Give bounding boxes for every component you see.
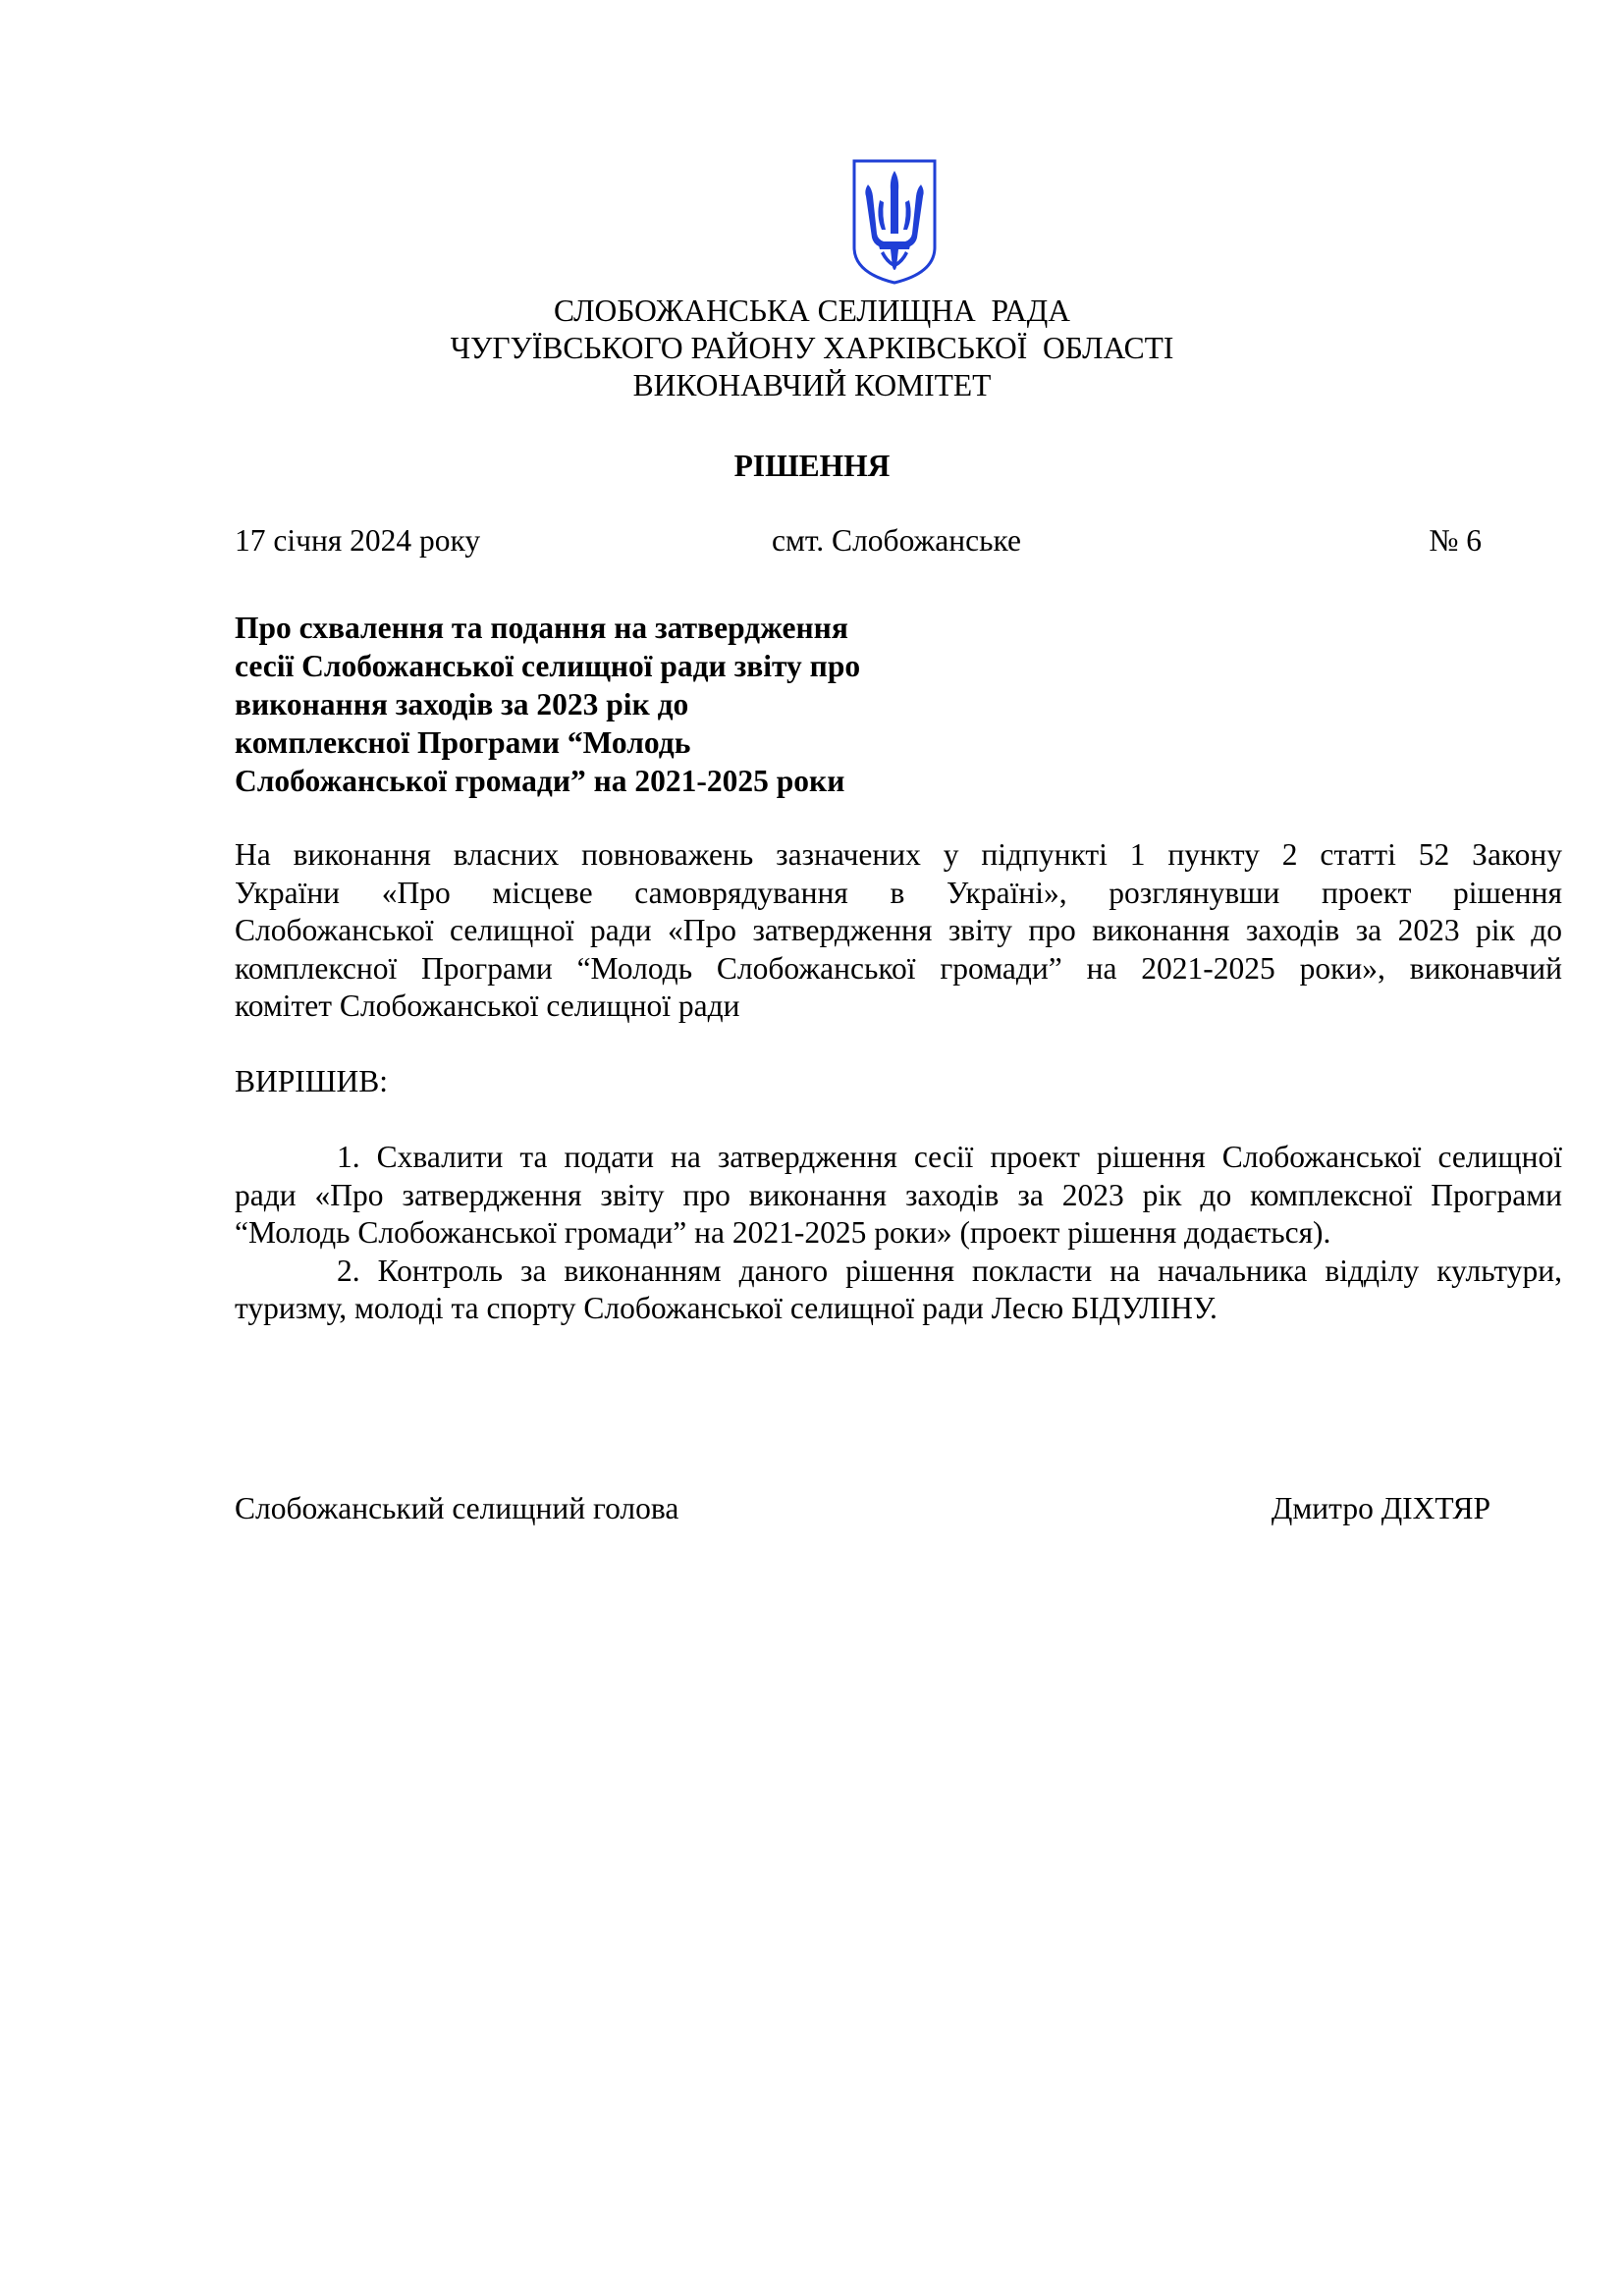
document-title: РІШЕННЯ — [733, 449, 891, 483]
preamble-line: Слобожанської селищної ради «Про затвердження звіту про виконання заходів за 2023 рік до — [235, 913, 1562, 947]
preamble-paragraph — [235, 836, 1562, 1026]
document-header — [0, 293, 1624, 404]
district-name: ЧУГУЇВСЬКОГО РАЙОНУ ХАРКІВСЬКОЇ ОБЛАСТІ — [450, 331, 1174, 365]
decision-number: № 6 — [1429, 523, 1482, 558]
subject-line: Слобожанської громади” на 2021-2025 роки — [235, 764, 845, 798]
committee-name: ВИКОНАВЧИЙ КОМІТЕТ — [632, 368, 992, 402]
point-1-line: ради «Про затвердження звіту про виконання заходів за 2023 рік до комплексної Програми — [235, 1177, 1562, 1212]
point-1-line: 1. Схвалити та подати на затвердження сесії проект рішення Слобожанської селищної — [337, 1140, 1562, 1174]
trident-coat-of-arms-icon — [850, 157, 939, 287]
subject-line: Про схвалення та подання на затвердження — [235, 611, 848, 645]
signatory-name: Дмитро ДІХТЯР — [1271, 1491, 1490, 1525]
point-2-line: 2. Контроль за виконанням даного рішення покласти на начальника відділу культури, — [337, 1253, 1562, 1288]
preamble-line: України «Про місцеве самоврядування в Україні», розглянувши проект рішення — [235, 875, 1562, 910]
preamble-line: На виконання власних повноважень зазначених у підпункті 1 пункту 2 статті 52 Закону — [235, 837, 1562, 872]
point-2-line: туризму, молоді та спорту Слобожанської селищної ради Лесю БІДУЛІНУ. — [235, 1291, 1218, 1325]
point-1-line: “Молодь Слобожанської громади” на 2021-2025 роки» (проект рішення додається). — [235, 1215, 1331, 1250]
resolved-label: ВИРІШИВ: — [235, 1064, 389, 1098]
preamble-line: комплексної Програми “Молодь Слобожанської громади” на 2021-2025 роки», виконавчий — [235, 950, 1562, 986]
decision-points — [235, 1139, 1562, 1328]
subject-line: комплексної Програми “Молодь — [235, 725, 691, 760]
preamble-line: комітет Слобожанської селищної ради — [235, 988, 740, 1023]
subject-line: сесії Слобожанської селищної ради звіту про — [235, 649, 861, 683]
decision-subject — [235, 609, 860, 800]
council-name: СЛОБОЖАНСЬКА СЕЛИЩНА РАДА — [553, 294, 1071, 328]
subject-line: виконання заходів за 2023 рік до — [235, 687, 689, 721]
decision-place: смт. Слобожанське — [772, 523, 1021, 558]
decision-date: 17 січня 2024 року — [235, 523, 481, 558]
signatory-position: Слобожанський селищний голова — [235, 1491, 679, 1525]
